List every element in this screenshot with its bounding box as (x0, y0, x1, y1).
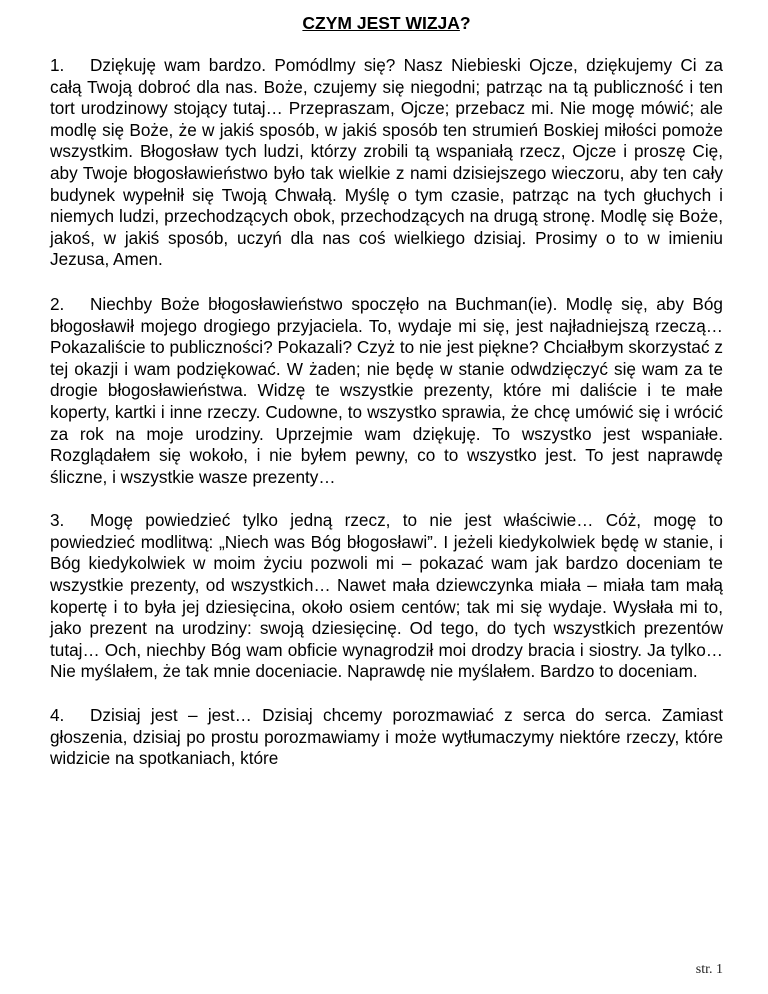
page-title-suffix: ? (459, 13, 471, 33)
paragraph-text: Niechby Boże błogosławieństwo spoczęło na Buchman(ie). Modlę się, aby Bóg błogosławił mojego drogiego przyjaciela. To, wydaje mi się, jest najładniejszą rzeczą… Pokazaliście to publiczności? Pokazali? Czyż to nie jest piękne? Chciałbym skorzystać z tej okazji i wam podziękować. W żaden; nie będę w stanie odwdzięczyć się wam za te drogie błogosławieństwa. Widzę te wszystkie prezenty, które mi daliście i te małe koperty, kartki i inne rzeczy. Cudowne, to wszystko sprawia, że chcę umówić się i wrócić za rok na moje urodziny. Uprzejmie wam dziękuję. To wszystko jest wspaniałe. Rozglądałem się wokoło, i nie byłem pewny, co to wszystko jest. To jest naprawdę śliczne, i wszystkie wasze prezenty… (50, 293, 723, 487)
document-page (50, 0, 723, 770)
page-number: str. 1 (695, 962, 723, 977)
paragraph-1 (50, 55, 723, 271)
page-title (50, 12, 723, 34)
paragraph-number: 1. (50, 55, 65, 75)
paragraph-text: Dzisiaj jest – jest… Dzisiaj chcemy porozmawiać z serca do serca. Zamiast głoszenia, dzisiaj po prostu porozmawiamy i może wytłumaczymy niektóre rzeczy, które widzicie na spotkaniach, które (50, 705, 723, 769)
paragraph-2 (50, 294, 723, 488)
paragraph-number: 4. (50, 705, 65, 726)
page-title-underlined: CZYM JEST WIZJA (302, 13, 460, 33)
paragraph-text: Mogę powiedzieć tylko jedną rzecz, to nie jest właściwie… Cóż, mogę to powiedzieć modlitwą: „Niech was Bóg błogosławi”. I jeżeli kiedykolwiek będę w stanie, i Bóg kiedykolwiek w moim życiu pozwoli mi – pokazać wam jak bardzo doceniam te wszystkie prezenty, od wszystkich… Nawet mała dziewczynka miała – miała tam małą kopertę i to była jej dziesięcina, około osiem centów; tak mi się wydaje. Wysłała mi to, jako prezent na urodziny: swoją dziesięcinę. Od tego, do tych wszystkich prezentów tutaj… Och, niechby Bóg wam obficie wynagrodził moi drodzy bracia i siostry. Ja tylko… Nie myślałem, że tak mnie doceniacie. Naprawdę nie myślałem. Bardzo to doceniam. (50, 510, 723, 682)
paragraph-3 (50, 510, 723, 683)
paragraph-number: 2. (50, 293, 65, 314)
paragraph-text: Dziękuję wam bardzo. Pomódlmy się? Nasz Niebieski Ojcze, dziękujemy Ci za całą Twoją dobroć dla nas. Boże, czujemy się niegodni; patrząc na tą publiczność i ten tort urodzinowy stojący tutaj… Przepraszam, Ojcze; przebacz mi. Nie mogę mówić; ale modlę się Boże, że w jakiś sposób, w jakiś sposób ten strumień Boskiej miłości pomoże wszystkim. Błogosław tych ludzi, którzy zrobili tą wspaniałą rzecz, Ojcze i proszę Cię, aby Twoje błogosławieństwo było tak wielkie z nami dzisiejszego wieczoru, aby ten cały budynek wypełnił się Twoją Chwałą. Myślę o tym czasie, patrząc na tych głuchych i niemych ludzi, przechodzących obok, przechodzących na drugą stronę. Modlę się Boże, jakoś, w jakiś sposób, uczyń dla nas coś wielkiego dzisiaj. Prosimy o to w imieniu Jezusa, Amen. (50, 55, 723, 270)
paragraph-4 (50, 705, 723, 770)
paragraph-number: 3. (50, 510, 65, 531)
